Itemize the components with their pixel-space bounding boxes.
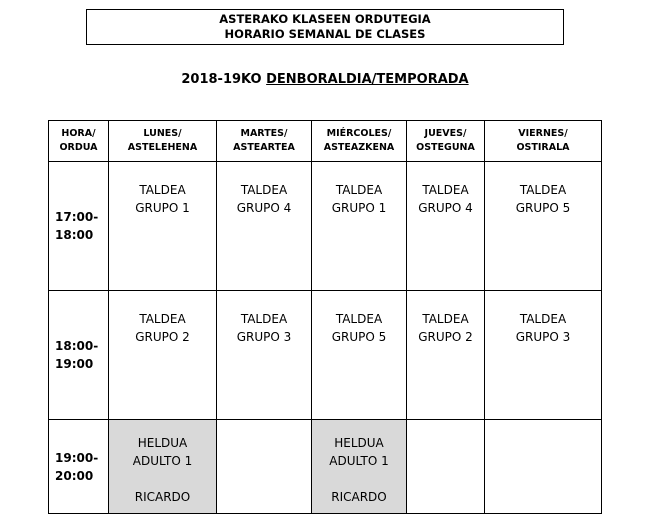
col-header-hour: HORA/ ORDUA bbox=[49, 121, 109, 162]
class-cell-friday: TALDEA GRUPO 3 bbox=[485, 291, 602, 420]
class-cell-tuesday: TALDEA GRUPO 3 bbox=[217, 291, 312, 420]
class-cell-monday: TALDEA GRUPO 2 bbox=[109, 291, 217, 420]
season-label: DENBORALDIA/TEMPORADA bbox=[266, 72, 469, 87]
title-basque: ASTERAKO KLASEEN ORDUTEGIA bbox=[219, 12, 431, 26]
class-cell-thursday bbox=[407, 420, 485, 514]
hour-cell: 18:00- 19:00 bbox=[49, 291, 109, 420]
col-header-wednesday: MIÉRCOLES/ ASTEAZKENA bbox=[312, 121, 407, 162]
class-cell-thursday: TALDEA GRUPO 4 bbox=[407, 162, 485, 291]
class-cell-friday bbox=[485, 420, 602, 514]
class-cell-wednesday: TALDEA GRUPO 1 bbox=[312, 162, 407, 291]
season-heading bbox=[0, 72, 650, 87]
hour-cell: 19:00- 20:00 bbox=[49, 420, 109, 514]
table-row bbox=[49, 162, 602, 291]
class-cell-wednesday: TALDEA GRUPO 5 bbox=[312, 291, 407, 420]
header-row bbox=[49, 121, 602, 162]
table-row bbox=[49, 291, 602, 420]
schedule-title-box bbox=[86, 9, 564, 45]
class-cell-monday: TALDEA GRUPO 1 bbox=[109, 162, 217, 291]
col-header-friday: VIERNES/ OSTIRALA bbox=[485, 121, 602, 162]
season-year: 2018-19KO bbox=[181, 72, 267, 87]
col-header-monday: LUNES/ ASTELEHENA bbox=[109, 121, 217, 162]
col-header-thursday: JUEVES/ OSTEGUNA bbox=[407, 121, 485, 162]
class-cell-thursday: TALDEA GRUPO 2 bbox=[407, 291, 485, 420]
class-cell-tuesday: TALDEA GRUPO 4 bbox=[217, 162, 312, 291]
class-cell-monday: HELDUA ADULTO 1 RICARDO bbox=[109, 420, 217, 514]
hour-cell: 17:00- 18:00 bbox=[49, 162, 109, 291]
title-spanish: HORARIO SEMANAL DE CLASES bbox=[224, 27, 426, 41]
class-cell-wednesday: HELDUA ADULTO 1 RICARDO bbox=[312, 420, 407, 514]
col-header-tuesday: MARTES/ ASTEARTEA bbox=[217, 121, 312, 162]
class-cell-friday: TALDEA GRUPO 5 bbox=[485, 162, 602, 291]
table-row bbox=[49, 420, 602, 514]
weekly-schedule-table bbox=[48, 120, 602, 514]
class-cell-tuesday bbox=[217, 420, 312, 514]
